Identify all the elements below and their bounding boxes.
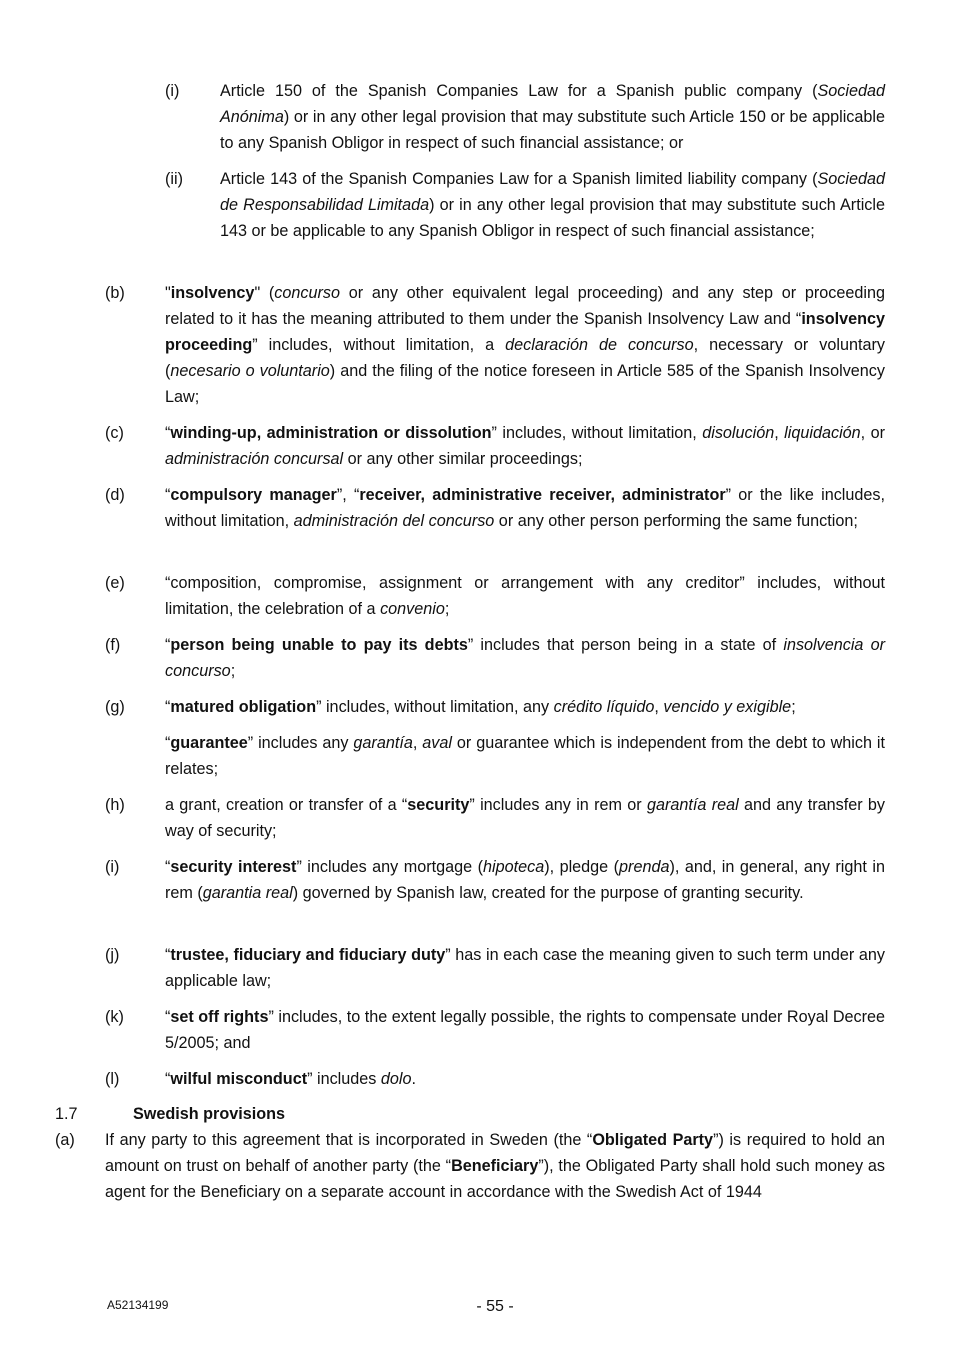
item-label: (d) bbox=[105, 486, 125, 504]
item-label: (f) bbox=[105, 636, 121, 654]
item-label: (h) bbox=[105, 796, 125, 814]
section-heading bbox=[55, 1101, 286, 1127]
document-id: A52134199 bbox=[107, 1298, 169, 1312]
item-label: (i) bbox=[105, 858, 120, 876]
section-number: 1.7 bbox=[55, 1105, 78, 1123]
item-label: (j) bbox=[105, 946, 120, 964]
definition-compulsory-manager: “compulsory manager”, “receiver, administrative receiver, administrator” or the like includes, without limitation, administración del concurso or any other person performing the same function; bbox=[165, 486, 885, 530]
definition-guarantee: “guarantee” includes any garantía, aval or guarantee which is independent from the debt to which it relates; bbox=[165, 734, 885, 778]
definition-security-interest: “security interest” includes any mortgage (hipoteca), pledge (prenda), and, in general, any right in rem (garantia real) governed by Spanish law, created for the purpose of granting security. bbox=[165, 858, 885, 902]
definition-winding-up: “winding-up, administration or dissolution” includes, without limitation, disolución, liquidación, or administración concursal or any other similar proceedings; bbox=[165, 424, 885, 468]
definition-trustee: “trustee, fiduciary and fiduciary duty” has in each case the meaning given to such term under any applicable law; bbox=[165, 946, 885, 990]
item-label: (e) bbox=[105, 574, 125, 592]
section-title: Swedish provisions bbox=[133, 1105, 286, 1123]
item-label: (c) bbox=[105, 424, 124, 442]
page-number: - 55 - bbox=[476, 1298, 514, 1315]
sub-item-text: Article 143 of the Spanish Companies Law for a Spanish limited liability company (Sociedad de Responsabilidad Limitada) or in any other legal provision that may substitute such Article 143 or be applicable to any Spanish Obligor in respect of such financial assistance; bbox=[220, 170, 885, 240]
definition-matured-obligation: “matured obligation” includes, without limitation, any crédito líquido, vencido y exigible; bbox=[165, 698, 796, 716]
sub-item-label: (ii) bbox=[165, 170, 183, 188]
definition-security: a grant, creation or transfer of a “security” includes any in rem or garantía real and any transfer by way of security; bbox=[165, 796, 885, 840]
sub-item-text: Article 150 of the Spanish Companies Law for a Spanish public company (Sociedad Anónima) or in any other legal provision that may substitute such Article 150 or be applicable to any Spanish Obligor in respect of such financial assistance; or bbox=[220, 82, 885, 152]
definition-composition: “composition, compromise, assignment or arrangement with any creditor” includes, without limitation, the celebration of a convenio; bbox=[165, 574, 885, 618]
definition-wilful-misconduct: “wilful misconduct” includes dolo. bbox=[165, 1070, 416, 1088]
section-item-label: (a) bbox=[55, 1131, 75, 1149]
definition-unable-to-pay: “person being unable to pay its debts” includes that person being in a state of insolvencia or concurso; bbox=[165, 636, 885, 680]
item-label: (b) bbox=[105, 284, 125, 302]
item-label: (g) bbox=[105, 698, 125, 716]
item-label: (l) bbox=[105, 1070, 120, 1088]
definition-set-off-rights: “set off rights” includes, to the extent legally possible, the rights to compensate under Royal Decree 5/2005; and bbox=[165, 1008, 885, 1052]
sub-item-label: (i) bbox=[165, 82, 180, 100]
section-item-text: If any party to this agreement that is incorporated in Sweden (the “Obligated Party”) is required to hold an amount on trust on behalf of another party (the “Beneficiary”), the Obligated Party shall hold such money as agent for the Beneficiary on a separate account in accordance with the Swedish Act of 1944 bbox=[105, 1131, 886, 1201]
item-label: (k) bbox=[105, 1008, 124, 1026]
definition-insolvency: "insolvency" (concurso or any other equivalent legal proceeding) and any step or proceeding related to it has the meaning attributed to them under the Spanish Insolvency Law and “insolvency proceeding” includes, without limitation, a declaración de concurso, necessary or voluntary (necesario o voluntario) and the filing of the notice foreseen in Article 585 of the Spanish Insolvency Law; bbox=[165, 284, 885, 406]
